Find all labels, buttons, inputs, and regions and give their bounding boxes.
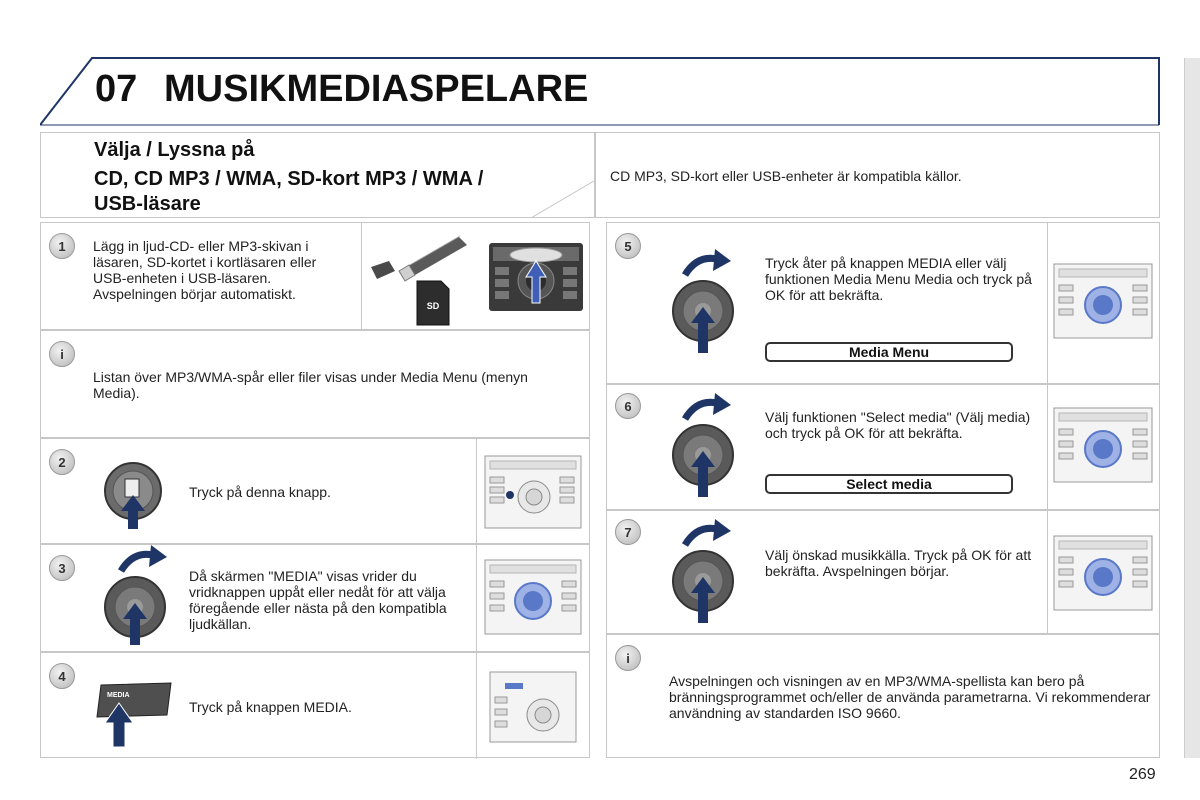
- step-badge: 5: [615, 233, 641, 259]
- cd-player-icon: [489, 243, 583, 315]
- step-7-text: Välj önskad musikkälla. Tryck på OK för att bekräfta. Avspelningen börjar.: [765, 547, 1032, 579]
- svg-text:SD: SD: [426, 301, 440, 311]
- section-subheading: CD, CD MP3 / WMA, SD-kort MP3 / WMA / USB-läsare: [94, 168, 484, 215]
- step-4-text: Tryck på knappen MEDIA.: [189, 699, 352, 715]
- side-tab: [1184, 58, 1200, 758]
- radio-panel-knob-icon: [484, 559, 582, 635]
- divider: [1047, 511, 1048, 635]
- divider: [1047, 223, 1048, 385]
- intro-text: CD MP3, SD-kort eller USB-enheter är kompatibla källor.: [610, 168, 962, 184]
- info-icon: i: [49, 341, 75, 367]
- step-1-box: [40, 222, 590, 330]
- step-4-box: [40, 652, 590, 758]
- step-3-text: Då skärmen "MEDIA" visas vrider du vridknappen uppåt eller nedåt för att välja föregående eller nästa på den kompatibla ljudkällan.: [189, 568, 447, 632]
- step-6-box: [606, 384, 1160, 510]
- chapter-number: 07: [95, 68, 138, 110]
- radio-panel-media-icon: [489, 671, 577, 743]
- sd-card-icon: [415, 279, 451, 327]
- info-box-left: [40, 330, 590, 438]
- rotary-knob-icon: [671, 393, 741, 499]
- step-badge: 2: [49, 449, 75, 475]
- step-5-text: Tryck åter på knappen MEDIA eller välj funktionen Media Menu Media och tryck på OK för att bekräfta.: [765, 255, 1032, 303]
- info-box-right: [606, 634, 1160, 758]
- step-7-box: [606, 510, 1160, 634]
- divider: [476, 545, 477, 653]
- radio-panel-knob-icon: [1053, 407, 1153, 483]
- divider: [476, 653, 477, 759]
- step-badge: 6: [615, 393, 641, 419]
- media-hardkey-icon: [95, 679, 173, 749]
- info-text: Listan över MP3/WMA-spår eller filer visas under Media Menu (menyn Media).: [93, 369, 528, 401]
- info-icon: i: [615, 645, 641, 671]
- intro-box: [595, 132, 1160, 218]
- step-badge: 7: [615, 519, 641, 545]
- step-2-text: Tryck på denna knapp.: [189, 484, 331, 500]
- media-hardkey-label: MEDIA: [107, 692, 130, 699]
- divider: [1047, 385, 1048, 511]
- page-number: 269: [1129, 766, 1156, 783]
- chapter-title: MUSIKMEDIASPELARE: [164, 68, 589, 110]
- rotary-knob-icon: [671, 519, 741, 625]
- step-badge: 1: [49, 233, 75, 259]
- step-badge: 4: [49, 663, 75, 689]
- info-text: Avspelningen och visningen av en MP3/WMA-spellista kan bero på bränningsprogrammet och/eller de använda parametrarna. Vi rekommenderar användning av standarden ISO 9660.: [669, 673, 1151, 721]
- heading-corner-diagonal: [531, 181, 595, 219]
- step-5-box: [606, 222, 1160, 384]
- divider: [476, 439, 477, 545]
- section-heading: Välja / Lyssna på: [94, 139, 255, 161]
- radio-panel-knob-icon: [1053, 263, 1153, 339]
- rotary-knob-icon: [671, 249, 741, 355]
- media-menu-label: Media Menu: [765, 342, 1013, 362]
- divider: [361, 223, 362, 331]
- step-badge: 3: [49, 555, 75, 581]
- radio-panel-icon: [484, 455, 582, 529]
- usb-stick-icon: [369, 227, 469, 283]
- step-1-text: Lägg in ljud-CD- eller MP3-skivan i läsaren, SD-kortet i kortläsaren eller USB-enheten i USB-läsaren. Avspelningen börjar automatiskt.: [93, 238, 317, 302]
- rotary-knob-icon: [103, 545, 173, 651]
- step-2-box: [40, 438, 590, 544]
- step-6-text: Välj funktionen "Select media" (Välj media) och tryck på OK för att bekräfta.: [765, 409, 1031, 441]
- radio-panel-knob-icon: [1053, 535, 1153, 611]
- section-heading-box: [40, 132, 595, 218]
- step-3-box: [40, 544, 590, 652]
- select-media-label: Select media: [765, 474, 1013, 494]
- media-button-icon: [103, 461, 163, 531]
